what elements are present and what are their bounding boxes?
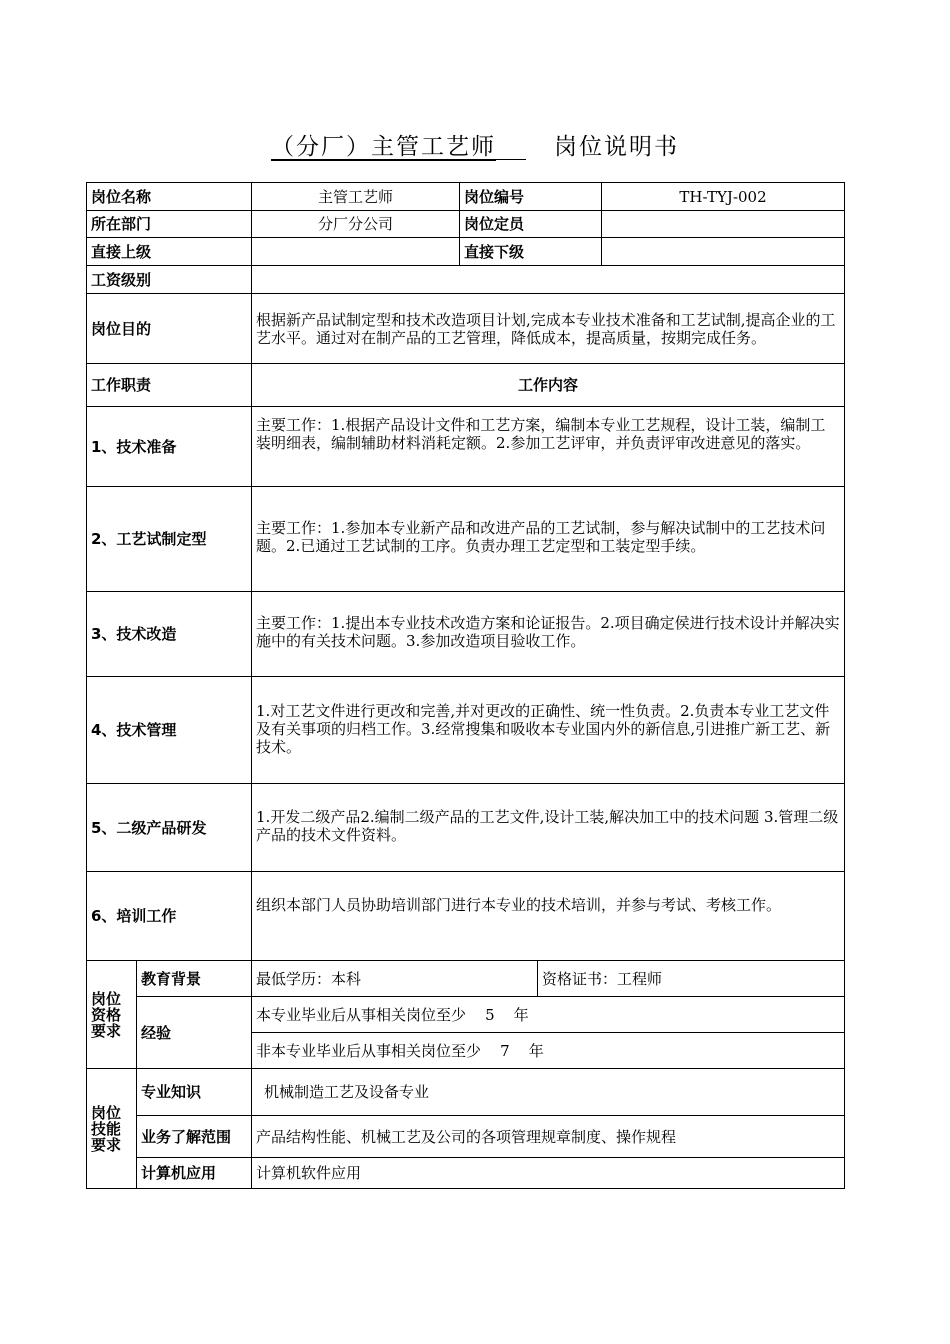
duty-row bbox=[87, 592, 845, 677]
position-code-value: TH-TYJ-002 bbox=[602, 183, 845, 211]
staffing-value bbox=[602, 211, 845, 238]
duty-label: 2、工艺试制定型 bbox=[87, 487, 252, 592]
duty-row bbox=[87, 677, 845, 784]
row-education bbox=[87, 961, 845, 997]
staffing-label: 岗位定员 bbox=[460, 211, 602, 238]
skills-group-label: 岗位技能要求 bbox=[87, 1069, 137, 1189]
job-description-table bbox=[86, 182, 845, 1189]
duty-text: 1.对工艺文件进行更改和完善,并对更改的正确性、统一性负责。2.负责本专业工艺文件及有关事项的归档工作。3.经常搜集和吸收本专业国内外的新信息,引进推广新工艺、新技术。 bbox=[252, 677, 845, 784]
education-label: 教育背景 bbox=[137, 961, 252, 997]
duty-text: 主要工作：1.根据产品设计文件和工艺方案，编制本专业工艺规程，设计工装，编制工装明细表，编制辅助材料消耗定额。2.参加工艺评审，并负责评审改进意见的落实。 bbox=[252, 407, 845, 487]
row-experience-1 bbox=[87, 997, 845, 1033]
duty-text: 主要工作：1.提出本专业技术改造方案和论证报告。2.项目确定侯进行技术设计并解决实施中的有关技术问题。3.参加改造项目验收工作。 bbox=[252, 592, 845, 677]
row-duties-header bbox=[87, 364, 845, 407]
duty-text: 主要工作：1.参加本专业新产品和改进产品的工艺试制，参与解决试制中的工艺技术问题。2.已通过工艺试制的工序。负责办理工艺定型和工装定型手续。 bbox=[252, 487, 845, 592]
duty-row bbox=[87, 784, 845, 872]
knowledge-label: 专业知识 bbox=[137, 1069, 252, 1116]
document-title bbox=[0, 128, 950, 161]
title-underline-gap bbox=[496, 158, 526, 160]
computer-value: 计算机软件应用 bbox=[252, 1158, 845, 1189]
duty-text: 组织本部门人员协助培训部门进行本专业的技术培训，并参与考试、考核工作。 bbox=[252, 872, 845, 961]
duty-text: 1.开发二级产品2.编制二级产品的工艺文件,设计工装,解决加工中的技术问题 3.管理二级产品的技术文件资料。 bbox=[252, 784, 845, 872]
department-label: 所在部门 bbox=[87, 211, 252, 238]
experience-label: 经验 bbox=[137, 997, 252, 1069]
superior-value bbox=[252, 238, 460, 266]
title-suffix: 岗位说明书 bbox=[553, 134, 679, 160]
knowledge-value: 机械制造工艺及设备专业 bbox=[252, 1069, 845, 1116]
business-scope-label: 业务了解范围 bbox=[137, 1116, 252, 1158]
computer-label: 计算机应用 bbox=[137, 1158, 252, 1189]
row-purpose bbox=[87, 294, 845, 364]
certificate-value: 资格证书：工程师 bbox=[538, 961, 845, 997]
duty-label: 1、技术准备 bbox=[87, 407, 252, 487]
title-position: （分厂）主管工艺师 bbox=[271, 134, 497, 160]
row-computer bbox=[87, 1158, 845, 1189]
row-business bbox=[87, 1116, 845, 1158]
subordinate-label: 直接下级 bbox=[460, 238, 602, 266]
row-department bbox=[87, 211, 845, 238]
row-position-name bbox=[87, 183, 845, 211]
duty-label: 5、二级产品研发 bbox=[87, 784, 252, 872]
row-knowledge bbox=[87, 1069, 845, 1116]
position-name-label: 岗位名称 bbox=[87, 183, 252, 211]
qualification-group-label: 岗位资格要求 bbox=[87, 961, 137, 1069]
salary-label: 工资级别 bbox=[87, 266, 252, 294]
duty-row bbox=[87, 407, 845, 487]
duties-label: 工作职责 bbox=[87, 364, 252, 407]
duty-row bbox=[87, 872, 845, 961]
department-value: 分厂分公司 bbox=[252, 211, 460, 238]
row-superior bbox=[87, 238, 845, 266]
superior-label: 直接上级 bbox=[87, 238, 252, 266]
duty-label: 6、培训工作 bbox=[87, 872, 252, 961]
duty-row bbox=[87, 487, 845, 592]
position-name-value: 主管工艺师 bbox=[252, 183, 460, 211]
purpose-label: 岗位目的 bbox=[87, 294, 252, 364]
duty-label: 3、技术改造 bbox=[87, 592, 252, 677]
purpose-text: 根据新产品试制定型和技术改造项目计划,完成本专业技术准备和工艺试制,提高企业的工艺水平。通过对在制产品的工艺管理，降低成本，提高质量，按期完成任务。 bbox=[252, 294, 845, 364]
salary-value bbox=[252, 266, 845, 294]
education-value: 最低学历：本科 bbox=[252, 961, 538, 997]
duty-label: 4、技术管理 bbox=[87, 677, 252, 784]
business-scope-value: 产品结构性能、机械工艺及公司的各项管理规章制度、操作规程 bbox=[252, 1116, 845, 1158]
experience-major: 本专业毕业后从事相关岗位至少 5 年 bbox=[252, 997, 845, 1033]
subordinate-value bbox=[602, 238, 845, 266]
row-salary bbox=[87, 266, 845, 294]
experience-nonmajor: 非本专业毕业后从事相关岗位至少 7 年 bbox=[252, 1033, 845, 1069]
position-code-label: 岗位编号 bbox=[460, 183, 602, 211]
work-content-label: 工作内容 bbox=[252, 364, 845, 407]
